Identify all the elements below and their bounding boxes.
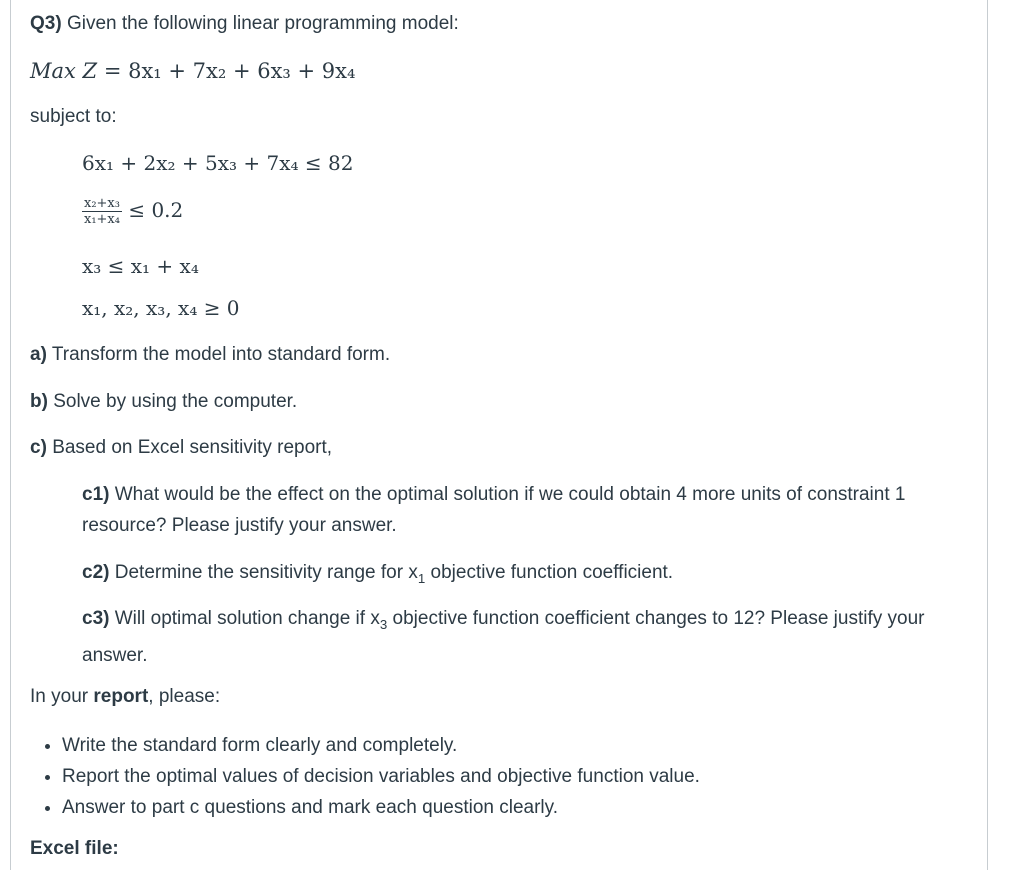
- objective-function: Max Z = 8x₁ + 7x₂ + 6x₃ + 9x₄: [30, 59, 356, 83]
- part-b-label: b): [30, 391, 48, 412]
- part-c2-subscript: 1: [417, 570, 426, 586]
- part-c2: [82, 557, 962, 594]
- part-c1: [82, 479, 962, 541]
- part-b-text: Solve by using the computer.: [53, 391, 298, 412]
- excel-file-label: Excel file:: [30, 838, 119, 859]
- constraint-2-denominator: x₁+x₄: [84, 212, 120, 227]
- part-a-label: a): [30, 344, 47, 365]
- part-c3-subscript: 3: [379, 616, 388, 632]
- part-c2-text-b: objective function coefficient.: [430, 562, 674, 583]
- list-item: • Write the standard form clearly and completely.: [62, 730, 700, 761]
- part-c-label: c): [30, 437, 47, 458]
- constraint-2-numerator: x₂+x₃: [84, 196, 120, 211]
- report-bullets: [30, 730, 700, 823]
- question-heading: [30, 12, 459, 36]
- subject-to-label: subject to:: [30, 106, 117, 127]
- constraint-2-rhs: ≤ 0.2: [128, 198, 184, 222]
- objective-prefix: Max Z: [30, 59, 98, 83]
- part-c3: [82, 603, 962, 671]
- part-c-text: Based on Excel sensitivity report,: [52, 437, 333, 458]
- constraint-nonneg: x₁, x₂, x₃, x₄ ≥ 0: [82, 296, 240, 320]
- part-c1-text: What would be the effect on the optimal solution if we could obtain 4 more units of constraint 1 resource? Please justify your answer.: [82, 484, 906, 536]
- part-c3-text-b: objective function coefficient changes to 12? Please justify your answer.: [82, 608, 925, 666]
- list-item: • Report the optimal values of decision variables and objective function value.: [62, 761, 700, 792]
- part-c: [30, 436, 332, 460]
- part-c3-text-a: Will optimal solution change if x: [114, 608, 380, 629]
- constraint-2-fraction: [82, 196, 122, 227]
- list-item: • Answer to part c questions and mark each question clearly.: [62, 792, 700, 823]
- report-bold: report: [93, 686, 149, 707]
- part-c3-label: c3): [82, 608, 110, 629]
- report-intro: [30, 685, 220, 709]
- constraint-2: [82, 196, 183, 227]
- part-a-text: Transform the model into standard form.: [51, 344, 391, 365]
- report-pre: In your: [30, 686, 89, 707]
- question-label: Q3): [30, 13, 62, 34]
- part-a: [30, 343, 390, 367]
- part-c1-label: c1): [82, 484, 110, 505]
- part-c2-text-a: Determine the sensitivity range for x: [114, 562, 418, 583]
- objective-expression: 8x₁ + 7x₂ + 6x₃ + 9x₄: [128, 59, 356, 83]
- constraint-1: 6x₁ + 2x₂ + 5x₃ + 7x₄ ≤ 82: [82, 151, 354, 175]
- constraint-3: x₃ ≤ x₁ + x₄: [82, 254, 199, 278]
- part-c2-label: c2): [82, 562, 110, 583]
- part-b: [30, 390, 297, 414]
- question-intro: Given the following linear programming model:: [66, 13, 459, 34]
- report-post: , please:: [148, 686, 221, 707]
